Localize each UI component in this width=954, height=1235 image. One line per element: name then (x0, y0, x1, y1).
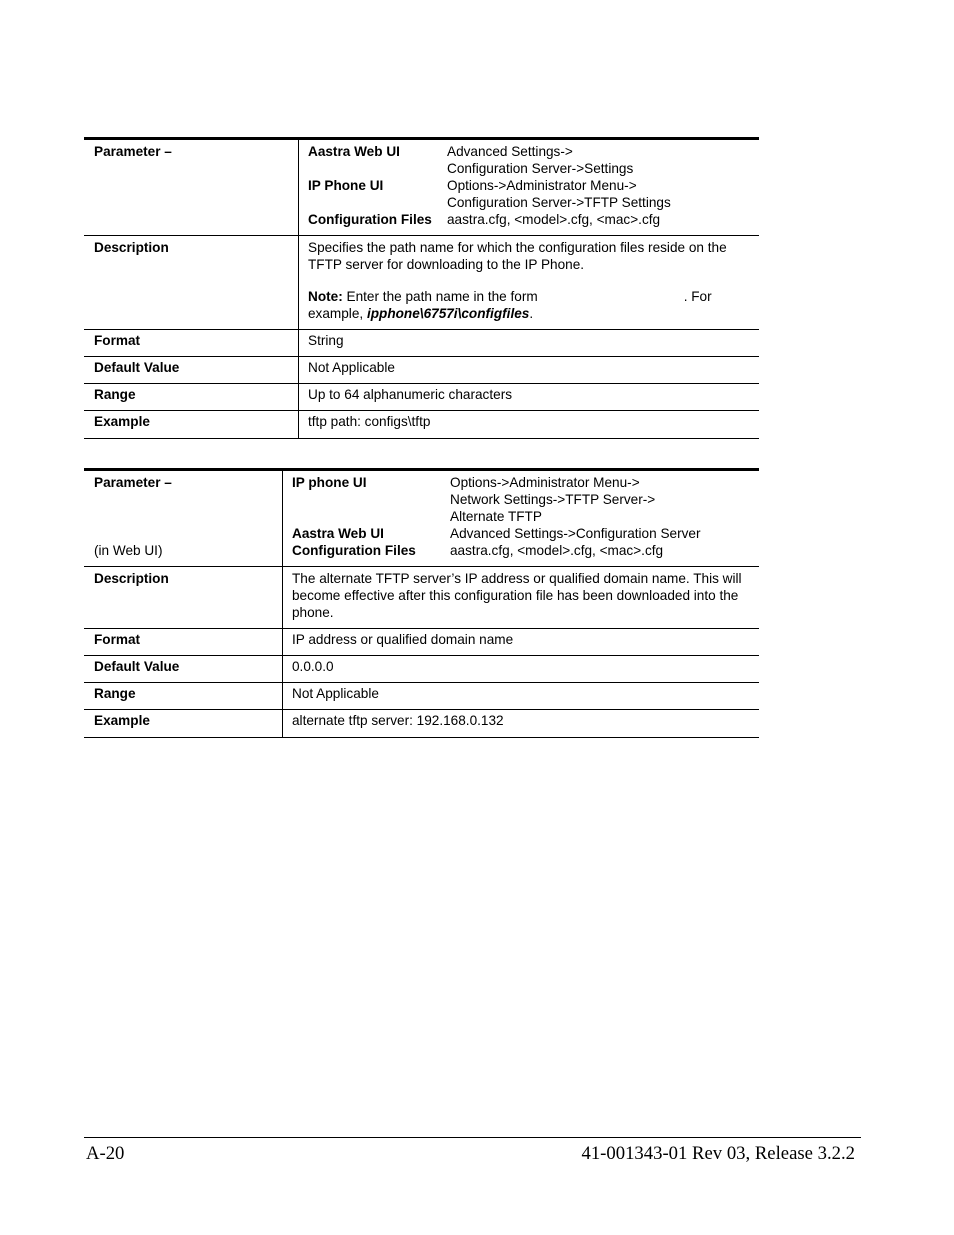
range-label: Range (84, 384, 299, 411)
parameter-row (84, 470, 759, 567)
footer-rule (84, 1137, 861, 1138)
ui-path-line: Network Settings->TFTP Server-> (450, 492, 656, 507)
parameter-row (84, 139, 759, 236)
note-text-continued: . For (683, 289, 712, 304)
ui-path-line: Configuration Server->TFTP Settings (447, 195, 671, 210)
ui-path (450, 542, 751, 559)
default-value: 0.0.0.0 (283, 656, 760, 683)
tftp-path-parameter-table (84, 137, 759, 439)
parameter-web-ui-note: (in Web UI) (94, 543, 163, 558)
default-value-label: Default Value (84, 357, 299, 384)
ui-path (447, 211, 751, 228)
ui-path-line: Options->Administrator Menu-> (447, 178, 637, 193)
ui-path-line: Advanced Settings->Configuration Server (450, 526, 701, 541)
ui-location-row (308, 211, 751, 228)
ui-path-line: Configuration Server->Settings (447, 161, 634, 176)
page-number: A-20 (86, 1143, 125, 1164)
format-row (84, 629, 759, 656)
note-example-end: . (529, 306, 534, 321)
ui-location-row (292, 542, 751, 559)
example-label: Example (84, 411, 299, 439)
format-value: IP address or qualified domain name (283, 629, 760, 656)
description-note (308, 288, 751, 305)
range-row (84, 384, 759, 411)
ui-key: Configuration Files (292, 543, 416, 558)
default-value-row (84, 357, 759, 384)
format-value: String (299, 330, 760, 357)
description-label: Description (84, 236, 299, 330)
ui-key: Aastra Web UI (308, 144, 400, 159)
ui-path-line: Advanced Settings-> (447, 144, 573, 159)
ui-key: IP Phone UI (308, 178, 384, 193)
range-label: Range (84, 683, 283, 710)
note-text: Enter the path name in the form (342, 289, 538, 304)
example-value: tftp path: configs\tftp (299, 411, 760, 439)
note-label: Note: (308, 289, 343, 304)
note-example-prefix: example, (308, 306, 367, 321)
range-value: Up to 64 alphanumeric characters (299, 384, 760, 411)
parameter-label: Parameter – (84, 139, 299, 236)
note-example-path: ipphone\6757i\configfiles (366, 306, 530, 321)
range-row (84, 683, 759, 710)
description-text: The alternate TFTP server’s IP address or qualified domain name. This will become effective after this configuration file has been downloaded into the phone. (283, 567, 760, 629)
ui-locations (299, 139, 760, 236)
example-label: Example (84, 710, 283, 738)
ui-path (447, 143, 751, 177)
format-label: Format (84, 330, 299, 357)
ui-location-list (292, 474, 751, 559)
note-example-line (308, 305, 751, 322)
ui-path-line: aastra.cfg, <model>.cfg, <mac>.cfg (450, 543, 664, 558)
ui-key: Aastra Web UI (292, 526, 384, 541)
range-value: Not Applicable (283, 683, 760, 710)
ui-path-line: Options->Administrator Menu-> (450, 475, 640, 490)
default-value-label: Default Value (84, 656, 283, 683)
ui-key: IP phone UI (292, 475, 367, 490)
alternate-tftp-parameter-table (84, 468, 759, 738)
ui-location-row (308, 143, 751, 177)
description-text: Specifies the path name for which the configuration files reside on the TFTP server for downloading to the IP Phone. (308, 240, 727, 272)
example-row (84, 710, 759, 738)
ui-locations (283, 470, 760, 567)
default-value-row (84, 656, 759, 683)
ui-path (450, 474, 751, 525)
description-label: Description (84, 567, 283, 629)
ui-path-line: Alternate TFTP (450, 509, 542, 524)
document-id: 41-001343-01 Rev 03, Release 3.2.2 (581, 1143, 855, 1164)
description-row (84, 236, 759, 330)
ui-path-line: aastra.cfg, <model>.cfg, <mac>.cfg (447, 212, 661, 227)
ui-path (447, 177, 751, 211)
format-label: Format (84, 629, 283, 656)
format-row (84, 330, 759, 357)
parameter-cell (84, 470, 283, 567)
ui-location-row (308, 177, 751, 211)
description-cell (299, 236, 760, 330)
example-value: alternate tftp server: 192.168.0.132 (283, 710, 760, 738)
ui-key: Configuration Files (308, 212, 432, 227)
description-row (84, 567, 759, 629)
ui-location-row (292, 525, 751, 542)
default-value: Not Applicable (299, 357, 760, 384)
example-row (84, 411, 759, 439)
ui-location-row (292, 474, 751, 525)
parameter-label: Parameter – (94, 475, 172, 490)
ui-location-list (308, 143, 751, 228)
ui-path (450, 525, 751, 542)
